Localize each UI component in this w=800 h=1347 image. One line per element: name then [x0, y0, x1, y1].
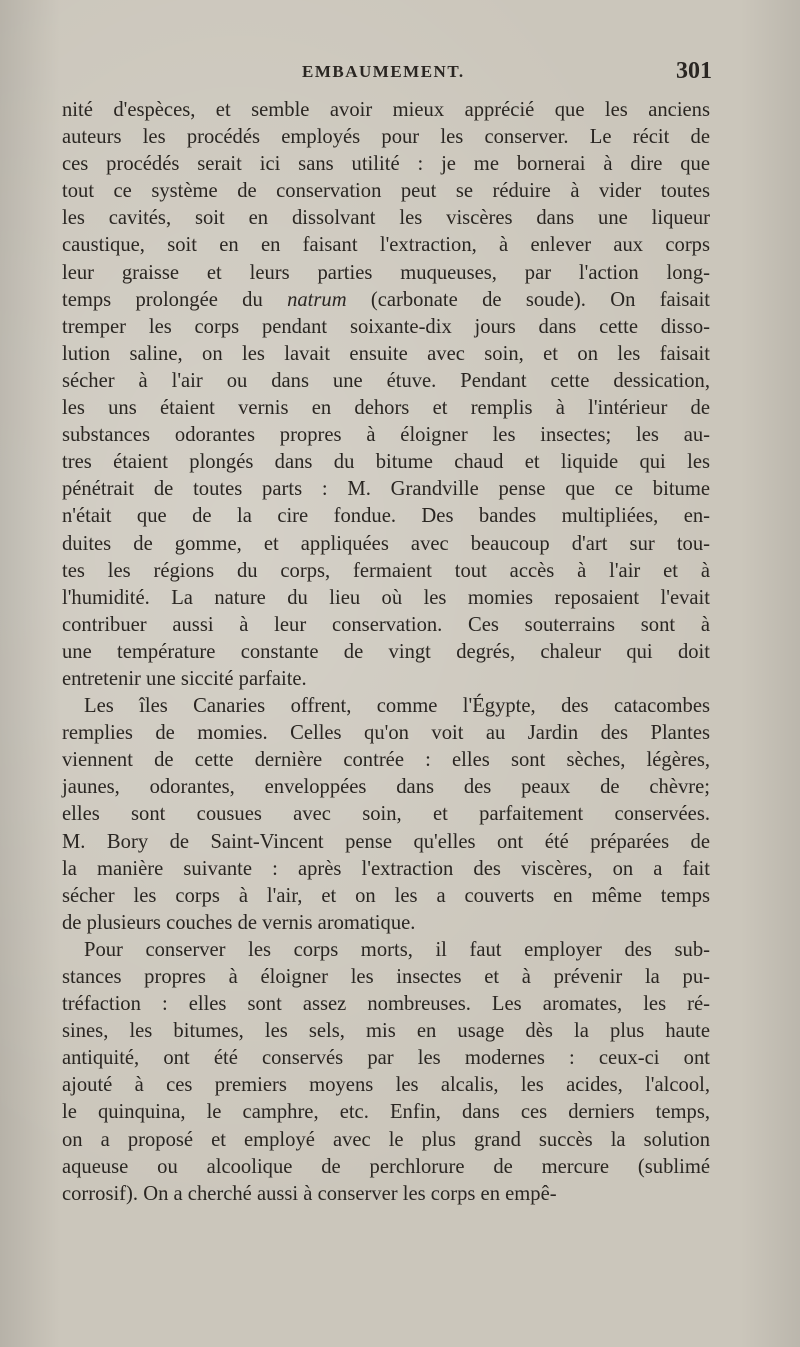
text-line: stances propres à éloigner les insectes et à prévenir la pu- [62, 966, 710, 988]
paragraph [62, 937, 710, 1208]
page-number: 301 [676, 58, 712, 84]
text-line: le quinquina, le camphre, etc. Enfin, dans ces derniers temps, [62, 1101, 710, 1124]
text-line: ajouté à ces premiers moyens les alcalis, les acides, l'alcool, [62, 1074, 710, 1097]
text-line: sécher à l'air ou dans une étuve. Pendant cette dessication, [62, 369, 710, 392]
text-line: viennent de cette dernière contrée : elles sont sèches, légères, [62, 749, 710, 772]
text-line: leur graisse et leurs parties muqueuses, par l'action long- [62, 261, 710, 284]
text-line: tres étaient plongés dans du bitume chaud et liquide qui les [62, 451, 710, 474]
text-line: pénétrait de toutes parts : M. Grandville pense que ce bitume [62, 478, 710, 501]
text-line: temps prolongée du natrum (carbonate de soude). On faisait [62, 288, 711, 311]
text-line: ces procédés serait ici sans utilité : je me bornerai à dire que [62, 153, 710, 176]
text-line: nité d'espèces, et semble avoir mieux apprécié que les anciens [62, 99, 710, 121]
text-line: sines, les bitumes, les sels, mis en usage dès la plus haute [62, 1020, 710, 1043]
text-line: sécher les corps à l'air, et on les a couverts en même temps [62, 884, 710, 907]
text-line: elles sont cousues avec soin, et parfaitement conservées. [62, 803, 710, 826]
text-line: les uns étaient vernis en dehors et remplis à l'intérieur de [62, 397, 710, 420]
text-line: jaunes, odorantes, enveloppées dans des peaux de chèvre; [62, 776, 710, 799]
body-text [62, 97, 710, 1208]
text-line: antiquité, ont été conservés par les modernes : ceux-ci ont [62, 1047, 710, 1070]
text-line: tremper les corps pendant soixante-dix jours dans cette disso- [62, 315, 710, 338]
text-line: les cavités, soit en dissolvant les viscères dans une liqueur [62, 207, 710, 230]
text-line: lution saline, on les lavait ensuite avec soin, et on les faisait [62, 342, 710, 365]
text-line: la manière suivante : après l'extraction des viscères, on a fait [62, 857, 710, 880]
text-line: n'était que de la cire fondue. Des bandes multipliées, en- [62, 505, 710, 528]
text-line: corrosif). On a cherché aussi à conserver les corps en empê- [62, 1182, 557, 1205]
text-line: l'humidité. La nature du lieu où les momies reposaient l'evait [62, 586, 710, 609]
text-line: remplies de momies. Celles qu'on voit au Jardin des Plantes [62, 722, 710, 745]
text-line: Les îles Canaries offrent, comme l'Égypte, des catacombes [84, 695, 710, 718]
text-line: duites de gomme, et appliquées avec beaucoup d'art sur tou- [62, 532, 710, 555]
text-line: aqueuse ou alcoolique de perchlorure de mercure (sublimé [62, 1155, 710, 1178]
page-header [62, 58, 712, 90]
text-line: de plusieurs couches de vernis aromatique. [62, 911, 416, 934]
paragraph [62, 693, 710, 937]
text-line: entretenir une siccité parfaite. [62, 667, 307, 690]
italic-term: natrum [287, 288, 347, 311]
paragraph [62, 97, 710, 693]
text-line: tréfaction : elles sont assez nombreuses. Les aromates, les ré- [62, 993, 710, 1016]
text-line: tout ce système de conservation peut se réduire à vider toutes [62, 180, 710, 203]
text-line: on a proposé et employé avec le plus grand succès la solution [62, 1128, 710, 1151]
text-line: Pour conserver les corps morts, il faut employer des sub- [84, 938, 710, 961]
text-line: tes les régions du corps, fermaient tout accès à l'air et à [62, 559, 710, 582]
text-line: une température constante de vingt degrés, chaleur qui doit [62, 640, 710, 663]
text-line: M. Bory de Saint-Vincent pense qu'elles ont été préparées de [62, 830, 710, 853]
text-line: contribuer aussi à leur conservation. Ces souterrains sont à [62, 613, 710, 636]
running-head: EMBAUMEMENT. [302, 62, 465, 81]
text-line: substances odorantes propres à éloigner les insectes; les au- [62, 424, 710, 447]
text-line: auteurs les procédés employés pour les conserver. Le récit de [62, 126, 710, 149]
text-line: caustique, soit en en faisant l'extraction, à enlever aux corps [62, 234, 710, 257]
